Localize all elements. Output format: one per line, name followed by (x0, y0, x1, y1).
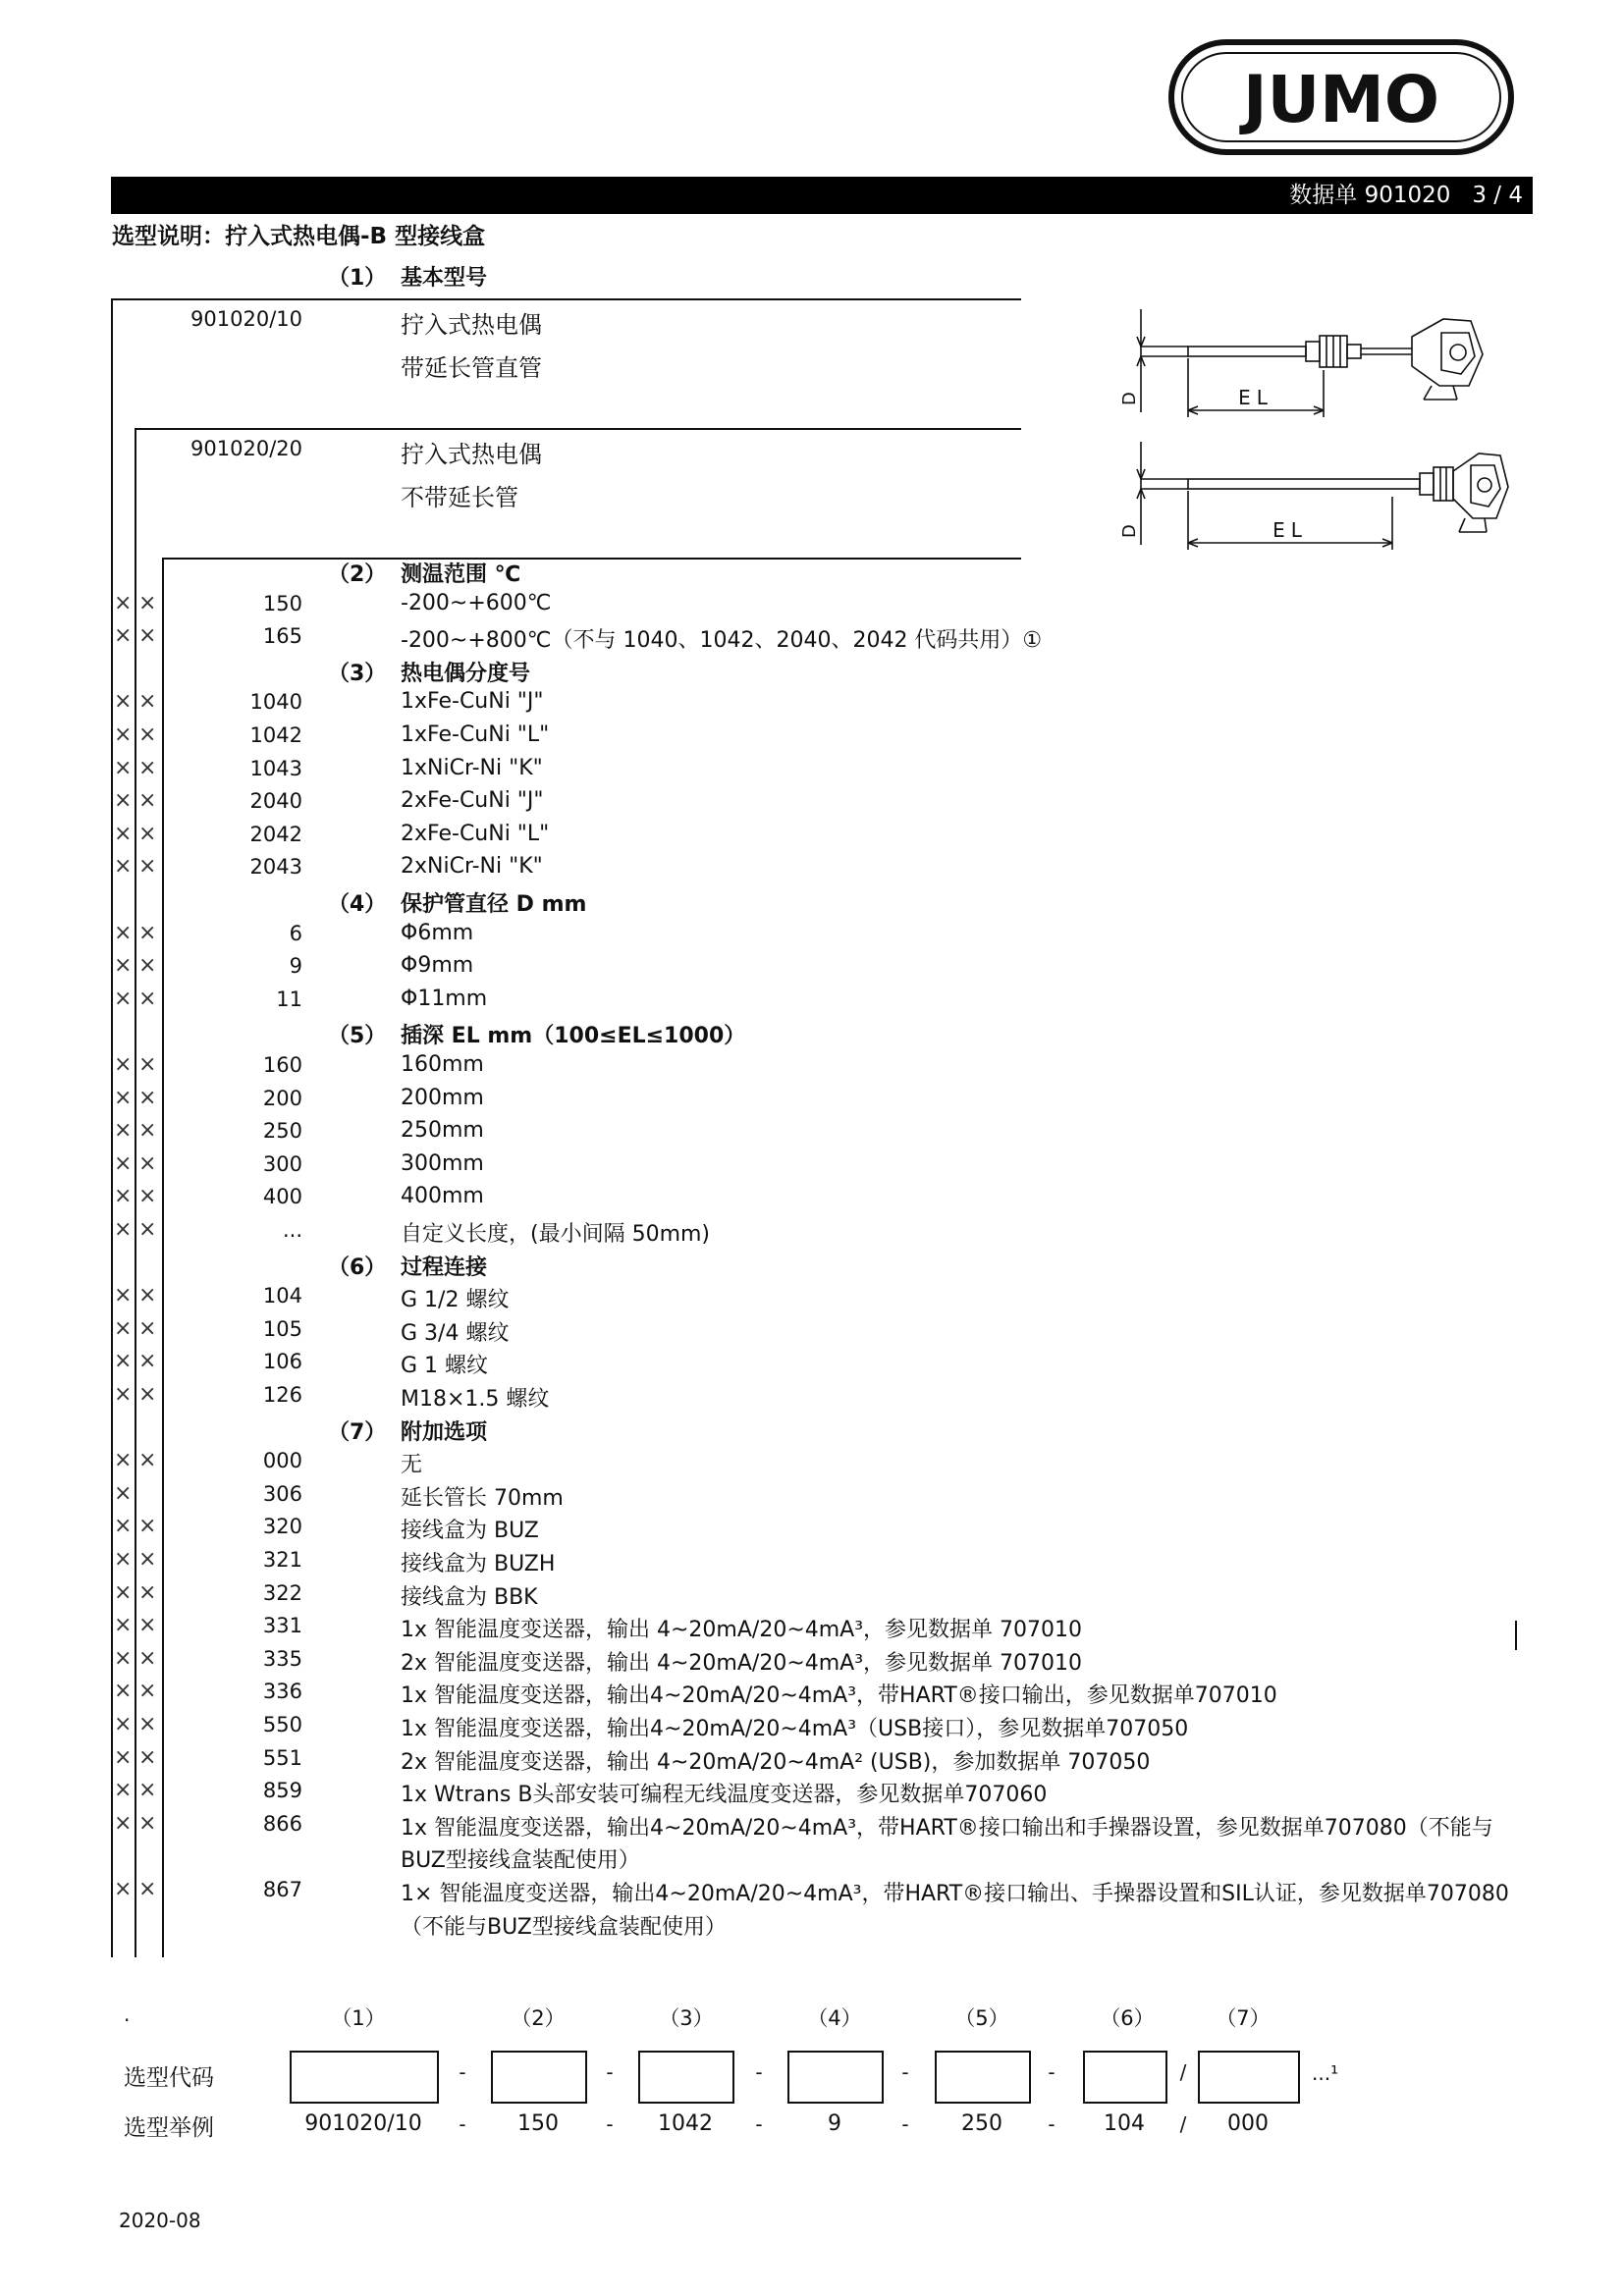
page-number: 3 / 4 (1472, 183, 1523, 208)
applicability-mark: × (114, 1480, 133, 1506)
option-code: 2043 (249, 855, 302, 880)
applicability-mark: × (114, 920, 133, 945)
form-separator: - (901, 2060, 909, 2084)
applicability-mark: × (114, 1744, 133, 1770)
option-text: -200~+800℃（不与 1040、1042、2040、2042 代码共用）① (401, 628, 1043, 654)
option-code: 105 (262, 1316, 302, 1341)
option-text: 2xFe-CuNi "L" (401, 821, 550, 846)
applicability-mark: × (138, 1579, 157, 1605)
applicability-mark: × (138, 1118, 157, 1144)
option-code: 160 (262, 1053, 302, 1077)
option-code: 335 (262, 1646, 302, 1671)
applicability-mark: × (138, 689, 157, 715)
jumo-logo (1168, 39, 1514, 155)
option-text: 1xNiCr-Ni "K" (401, 755, 543, 780)
applicability-mark: × (114, 1085, 133, 1110)
option-text: 2xNiCr-Ni "K" (401, 854, 543, 880)
option-text: G 1/2 螺纹 (401, 1288, 510, 1313)
option-code: 104 (262, 1284, 302, 1308)
option-code: 859 (262, 1779, 302, 1803)
applicability-mark: × (138, 1877, 157, 1901)
option-code: 126 (262, 1383, 302, 1407)
option-text: 2x 智能温度变送器，输出 4~20mA/20~4mA² (USB)，参加数据单 707050 (401, 1749, 1151, 1775)
option-code: 550 (262, 1713, 302, 1736)
option-text: 300mm (401, 1150, 484, 1176)
order-code-field-5[interactable] (935, 2051, 1031, 2104)
form-separator: - (755, 2112, 763, 2136)
applicability-mark: × (114, 1349, 133, 1374)
applicability-mark: × (138, 1679, 157, 1704)
thermocouple-drawing-with-extension (1119, 309, 1522, 422)
applicability-mark: × (138, 1744, 157, 1770)
applicability-mark: × (114, 1514, 133, 1539)
section-heading: 保护管直径 D mm (401, 892, 587, 917)
section-heading: 过程连接 (401, 1255, 488, 1280)
order-code-field-1[interactable] (290, 2051, 439, 2104)
option-code: 300 (262, 1151, 302, 1176)
applicability-mark: × (138, 1184, 157, 1209)
option-code: 250 (262, 1119, 302, 1144)
option-code: 331 (262, 1614, 302, 1638)
option-code: 867 (262, 1878, 302, 1901)
option-code: 320 (262, 1515, 302, 1539)
d-label: D (1119, 524, 1140, 538)
applicability-mark: × (114, 623, 133, 649)
option-text: 1x 智能温度变送器，输出4~20mA/20~4mA³（USB接口），参见数据单707050 (401, 1717, 1189, 1741)
bracket-line (111, 298, 113, 1957)
applicability-mark: × (114, 689, 133, 715)
applicability-mark: × (114, 1579, 133, 1605)
form-separator: / (1179, 2060, 1187, 2084)
el-label: EL (1272, 518, 1308, 542)
applicability-mark: × (114, 953, 133, 979)
option-text-continued: （不能与BUZ型接线盒装配使用） (401, 1914, 727, 1940)
applicability-mark: × (114, 1547, 133, 1572)
applicability-mark: × (114, 1184, 133, 1209)
section-number: （3） (328, 661, 387, 686)
applicability-mark: × (138, 755, 157, 780)
option-text: 1x 智能温度变送器，输出4~20mA/20~4mA³，带HART®接口输出和手操器设置，参见数据单707080（不能与 (401, 1815, 1493, 1841)
form-header: （7） (1216, 2006, 1271, 2030)
applicability-mark: × (138, 986, 157, 1011)
type-desc: 带延长管直管 (401, 354, 542, 382)
applicability-mark: × (138, 1810, 157, 1836)
form-header: （1） (331, 2006, 386, 2030)
applicability-mark: × (138, 1645, 157, 1671)
bracket-line (135, 428, 1021, 430)
option-text: 1x 智能温度变送器，输出4~20mA/20~4mA³，带HART®接口输出，参见数据单707010 (401, 1683, 1277, 1709)
form-separator: / (1179, 2112, 1187, 2136)
applicability-mark: × (114, 1382, 133, 1407)
option-text: 2x 智能温度变送器，输出 4~20mA/20~4mA³，参见数据单 707010 (401, 1650, 1083, 1676)
option-code: 11 (276, 987, 302, 1011)
applicability-mark: × (138, 1349, 157, 1374)
option-code: 866 (262, 1811, 302, 1836)
thermocouple-drawing-without-extension (1119, 442, 1522, 555)
option-code: 6 (289, 921, 302, 945)
option-text: G 3/4 螺纹 (401, 1320, 510, 1346)
applicability-mark: × (114, 1810, 133, 1836)
section-heading: 附加选项 (401, 1419, 488, 1445)
applicability-mark: × (114, 755, 133, 780)
applicability-mark: × (138, 1315, 157, 1341)
option-code: 165 (262, 624, 302, 649)
order-code-label: 选型代码 (124, 2065, 214, 2091)
applicability-mark: × (138, 1283, 157, 1308)
option-text: 400mm (401, 1184, 484, 1209)
applicability-mark: × (138, 788, 157, 814)
applicability-mark: × (114, 854, 133, 880)
section-heading: 测温范围 ℃ (401, 562, 521, 587)
option-code: 150 (262, 591, 302, 615)
option-code: 200 (262, 1086, 302, 1110)
applicability-mark: × (114, 1613, 133, 1638)
type-desc: 不带延长管 (401, 484, 518, 511)
option-text: Φ6mm (401, 920, 474, 945)
applicability-mark: × (114, 1448, 133, 1473)
applicability-mark: × (138, 854, 157, 880)
el-label: EL (1238, 386, 1273, 409)
form-header: （5） (954, 2006, 1009, 2030)
option-text: 250mm (401, 1118, 484, 1144)
option-text: M18×1.5 螺纹 (401, 1387, 550, 1412)
option-code: 336 (262, 1680, 302, 1704)
section-number: （1） (328, 266, 387, 291)
form-separator: - (901, 2112, 909, 2136)
option-code: 322 (262, 1580, 302, 1605)
option-text: 160mm (401, 1052, 484, 1077)
applicability-mark: × (138, 1712, 157, 1736)
option-text: Φ11mm (401, 986, 488, 1011)
applicability-mark: × (138, 623, 157, 649)
applicability-mark: × (138, 821, 157, 846)
applicability-mark: × (138, 1217, 157, 1242)
order-code-field-4[interactable] (787, 2051, 884, 2104)
applicability-mark: × (138, 1613, 157, 1638)
option-code: ... (282, 1218, 302, 1242)
option-text: 接线盒为 BUZ (401, 1519, 539, 1544)
footer-date: 2020-08 (119, 2209, 201, 2232)
applicability-mark: × (138, 1052, 157, 1077)
order-example-value: 901020/10 (304, 2111, 422, 2136)
applicability-mark: × (114, 1712, 133, 1736)
bracket-line (135, 428, 136, 1957)
option-text: 1x 智能温度变送器，输出 4~20mA/20~4mA³，参见数据单 707010 (401, 1618, 1083, 1643)
option-text: 接线盒为 BBK (401, 1584, 538, 1610)
header-bar (111, 177, 1533, 214)
doc-label: 数据单 901020 (1289, 183, 1451, 208)
form-separator: - (606, 2060, 614, 2084)
type-desc: 拧入式热电偶 (401, 311, 542, 339)
section-heading: 插深 EL mm（100≤EL≤1000） (401, 1024, 746, 1049)
applicability-mark: × (138, 953, 157, 979)
form-header: （4） (807, 2006, 862, 2030)
option-text-continued: BUZ型接线盒装配使用） (401, 1848, 640, 1874)
option-text: 接线盒为 BUZH (401, 1552, 556, 1576)
applicability-mark: × (138, 1382, 157, 1407)
applicability-mark: × (114, 1315, 133, 1341)
applicability-mark: × (114, 1645, 133, 1671)
order-example-value: 1042 (658, 2111, 713, 2136)
section-number: （5） (328, 1024, 387, 1049)
d-label: D (1119, 392, 1140, 405)
section-number: （4） (328, 892, 387, 917)
applicability-mark: × (114, 1778, 133, 1803)
form-separator: - (459, 2060, 466, 2084)
bracket-line (162, 558, 1021, 560)
applicability-mark: × (114, 1283, 133, 1308)
option-code: 306 (262, 1481, 302, 1506)
type-code: 901020/20 (190, 437, 302, 460)
form-header: （3） (659, 2006, 714, 2030)
form-ellipsis: ...¹ (1312, 2061, 1339, 2085)
form-separator: - (606, 2112, 614, 2136)
option-code: 106 (262, 1350, 302, 1374)
logo-text: JUMO (1243, 62, 1439, 137)
applicability-mark: × (138, 920, 157, 945)
order-example-value: 9 (828, 2111, 841, 2136)
type-desc: 拧入式热电偶 (401, 441, 542, 468)
section-heading: 热电偶分度号 (401, 661, 531, 686)
order-code-field-3[interactable] (638, 2051, 734, 2104)
type-code: 901020/10 (190, 307, 302, 331)
option-text: 1x Wtrans B头部安装可编程无线温度变送器，参见数据单707060 (401, 1783, 1048, 1808)
applicability-mark: × (138, 1547, 157, 1572)
section-number: （7） (328, 1419, 387, 1445)
order-code-field-7[interactable] (1198, 2051, 1300, 2104)
applicability-mark: × (114, 1217, 133, 1242)
option-code: 321 (262, 1548, 302, 1572)
option-code: 000 (262, 1449, 302, 1473)
option-code: 400 (262, 1185, 302, 1209)
applicability-mark: × (114, 722, 133, 747)
section-title: 选型说明：拧入式热电偶-B 型接线盒 (112, 224, 486, 249)
order-example-value: 250 (961, 2111, 1002, 2136)
form-header: （6） (1100, 2006, 1155, 2030)
option-text: 2xFe-CuNi "J" (401, 788, 544, 814)
form-separator: - (1048, 2112, 1056, 2136)
applicability-mark: × (114, 821, 133, 846)
option-text: -200~+600℃ (401, 590, 552, 615)
option-text: Φ9mm (401, 953, 474, 979)
form-header: （2） (511, 2006, 566, 2030)
applicability-mark: × (138, 1150, 157, 1176)
option-code: 2042 (249, 822, 302, 846)
applicability-mark: × (138, 1085, 157, 1110)
applicability-mark: × (138, 1778, 157, 1803)
option-code: 551 (262, 1745, 302, 1770)
order-example-value: 000 (1227, 2111, 1269, 2136)
applicability-mark: × (114, 1052, 133, 1077)
order-code-field-2[interactable] (491, 2051, 587, 2104)
applicability-mark: × (138, 1514, 157, 1539)
applicability-mark: × (138, 590, 157, 615)
bracket-line (111, 298, 1021, 300)
option-text: 1xFe-CuNi "L" (401, 722, 550, 747)
applicability-mark: × (114, 788, 133, 814)
applicability-mark: × (114, 986, 133, 1011)
applicability-mark: × (114, 1118, 133, 1144)
applicability-mark: × (114, 1877, 133, 1901)
option-code: 9 (289, 954, 302, 979)
option-text: 1xFe-CuNi "J" (401, 689, 544, 715)
option-code: 1040 (249, 690, 302, 715)
option-text: 自定义长度，(最小间隔 50mm) (401, 1222, 711, 1247)
applicability-mark: × (114, 1679, 133, 1704)
option-text: 1× 智能温度变送器，输出4~20mA/20~4mA³，带HART®接口输出、手操器设置和SIL认证，参见数据单707080 (401, 1882, 1509, 1906)
section-heading: 基本型号 (401, 266, 488, 291)
option-text: G 1 螺纹 (401, 1354, 489, 1379)
option-text: 延长管长 70mm (401, 1485, 564, 1511)
margin-mark (1515, 1621, 1517, 1650)
applicability-mark: × (138, 1448, 157, 1473)
option-code: 1043 (249, 756, 302, 780)
option-text: 200mm (401, 1085, 484, 1110)
option-code: 1042 (249, 723, 302, 747)
applicability-mark: × (138, 722, 157, 747)
form-separator: - (1048, 2060, 1056, 2084)
form-separator: - (755, 2060, 763, 2084)
applicability-mark: × (114, 1150, 133, 1176)
form-dot: . (124, 2002, 131, 2026)
order-example-label: 选型举例 (124, 2115, 214, 2141)
form-separator: - (459, 2112, 466, 2136)
order-example-value: 150 (517, 2111, 559, 2136)
applicability-mark: × (114, 590, 133, 615)
order-code-field-6[interactable] (1083, 2051, 1167, 2104)
header-doc-info (1289, 179, 1523, 212)
section-number: （2） (328, 562, 387, 587)
option-code: 2040 (249, 789, 302, 814)
section-number: （6） (328, 1255, 387, 1280)
option-text: 无 (401, 1453, 423, 1478)
order-example-value: 104 (1104, 2111, 1145, 2136)
